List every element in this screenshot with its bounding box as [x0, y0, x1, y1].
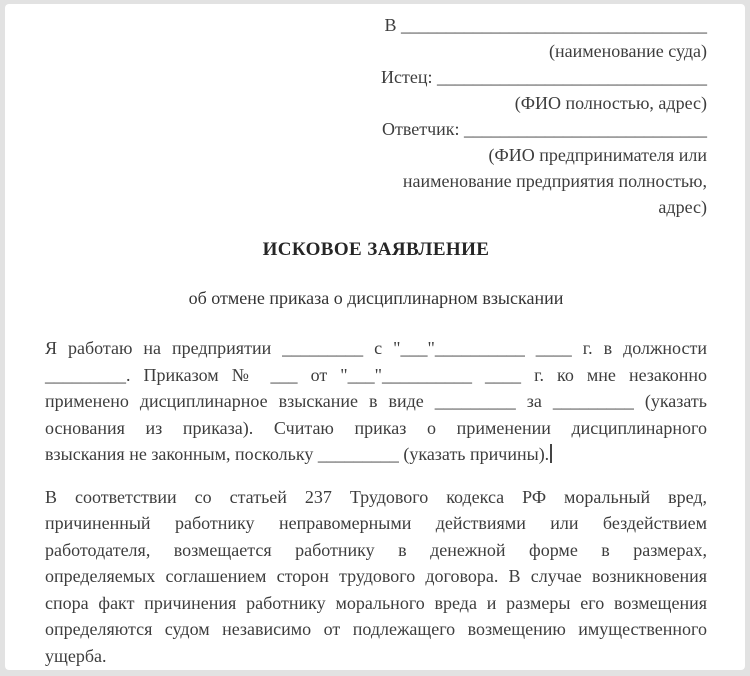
plaintiff-line[interactable]: Истец: ______________________________ — [381, 67, 707, 87]
plaintiff-hint: (ФИО полностью, адрес) — [514, 93, 707, 113]
paragraph-line[interactable]: ущерба. — [45, 645, 107, 666]
paragraph-line[interactable]: спора факт причинения работнику морального вреда и размеры его возмещения — [45, 592, 707, 613]
defendant-hint-line2: наименование предприятия полностью, — [402, 171, 707, 191]
court-header-block — [45, 12, 707, 220]
text-cursor-caret — [550, 444, 552, 463]
paragraph-line[interactable]: _________. Приказом № ___ от "___"__________ ____ г. ко мне незаконно — [45, 364, 707, 385]
paragraph-line[interactable]: определяются судом независимо от подлежащего возмещению имущественного — [45, 619, 707, 639]
paragraph-line[interactable]: определяемых соглашением сторон трудового договора. В случае возникновения — [45, 566, 707, 586]
paragraph-claim-facts[interactable] — [45, 335, 707, 468]
paragraph-line[interactable]: основания из приказа). Считаю приказ о применении дисциплинарного — [45, 417, 707, 438]
defendant-hint-line3: адрес) — [658, 197, 707, 217]
paragraph-line[interactable]: работодателя, возмещается работнику в денежной форме в размерах, — [45, 539, 707, 560]
paragraph-line[interactable] — [45, 441, 707, 468]
paragraph-legal-basis[interactable] — [45, 484, 707, 670]
paragraph-line[interactable]: применено дисциплинарное взыскание в виде _________ за _________ (указать — [45, 391, 707, 411]
paragraph-line[interactable]: В соответствии со статьей 237 Трудового кодекса РФ моральный вред, — [45, 486, 707, 507]
document-subtitle: об отмене приказа о дисциплинарном взыскании — [188, 288, 564, 308]
paragraph-line[interactable]: Я работаю на предприятии _________ с "___"__________ ____ г. в должности — [45, 338, 707, 358]
court-name-hint: (наименование суда) — [548, 41, 707, 61]
defendant-hint-line1: (ФИО предпринимателя или — [488, 145, 707, 165]
document-page[interactable] — [5, 4, 745, 670]
court-name-line[interactable]: В __________________________________ — [384, 15, 707, 35]
paragraph-line-text: взыскания не законным, поскольку _________ (указать причины). — [45, 444, 550, 464]
paragraph-line[interactable]: причиненный работнику неправомерными действиями или бездействием — [45, 513, 707, 533]
document-title: ИСКОВОЕ ЗАЯВЛЕНИЕ — [262, 239, 490, 260]
defendant-line[interactable]: Ответчик: ___________________________ — [381, 119, 707, 139]
